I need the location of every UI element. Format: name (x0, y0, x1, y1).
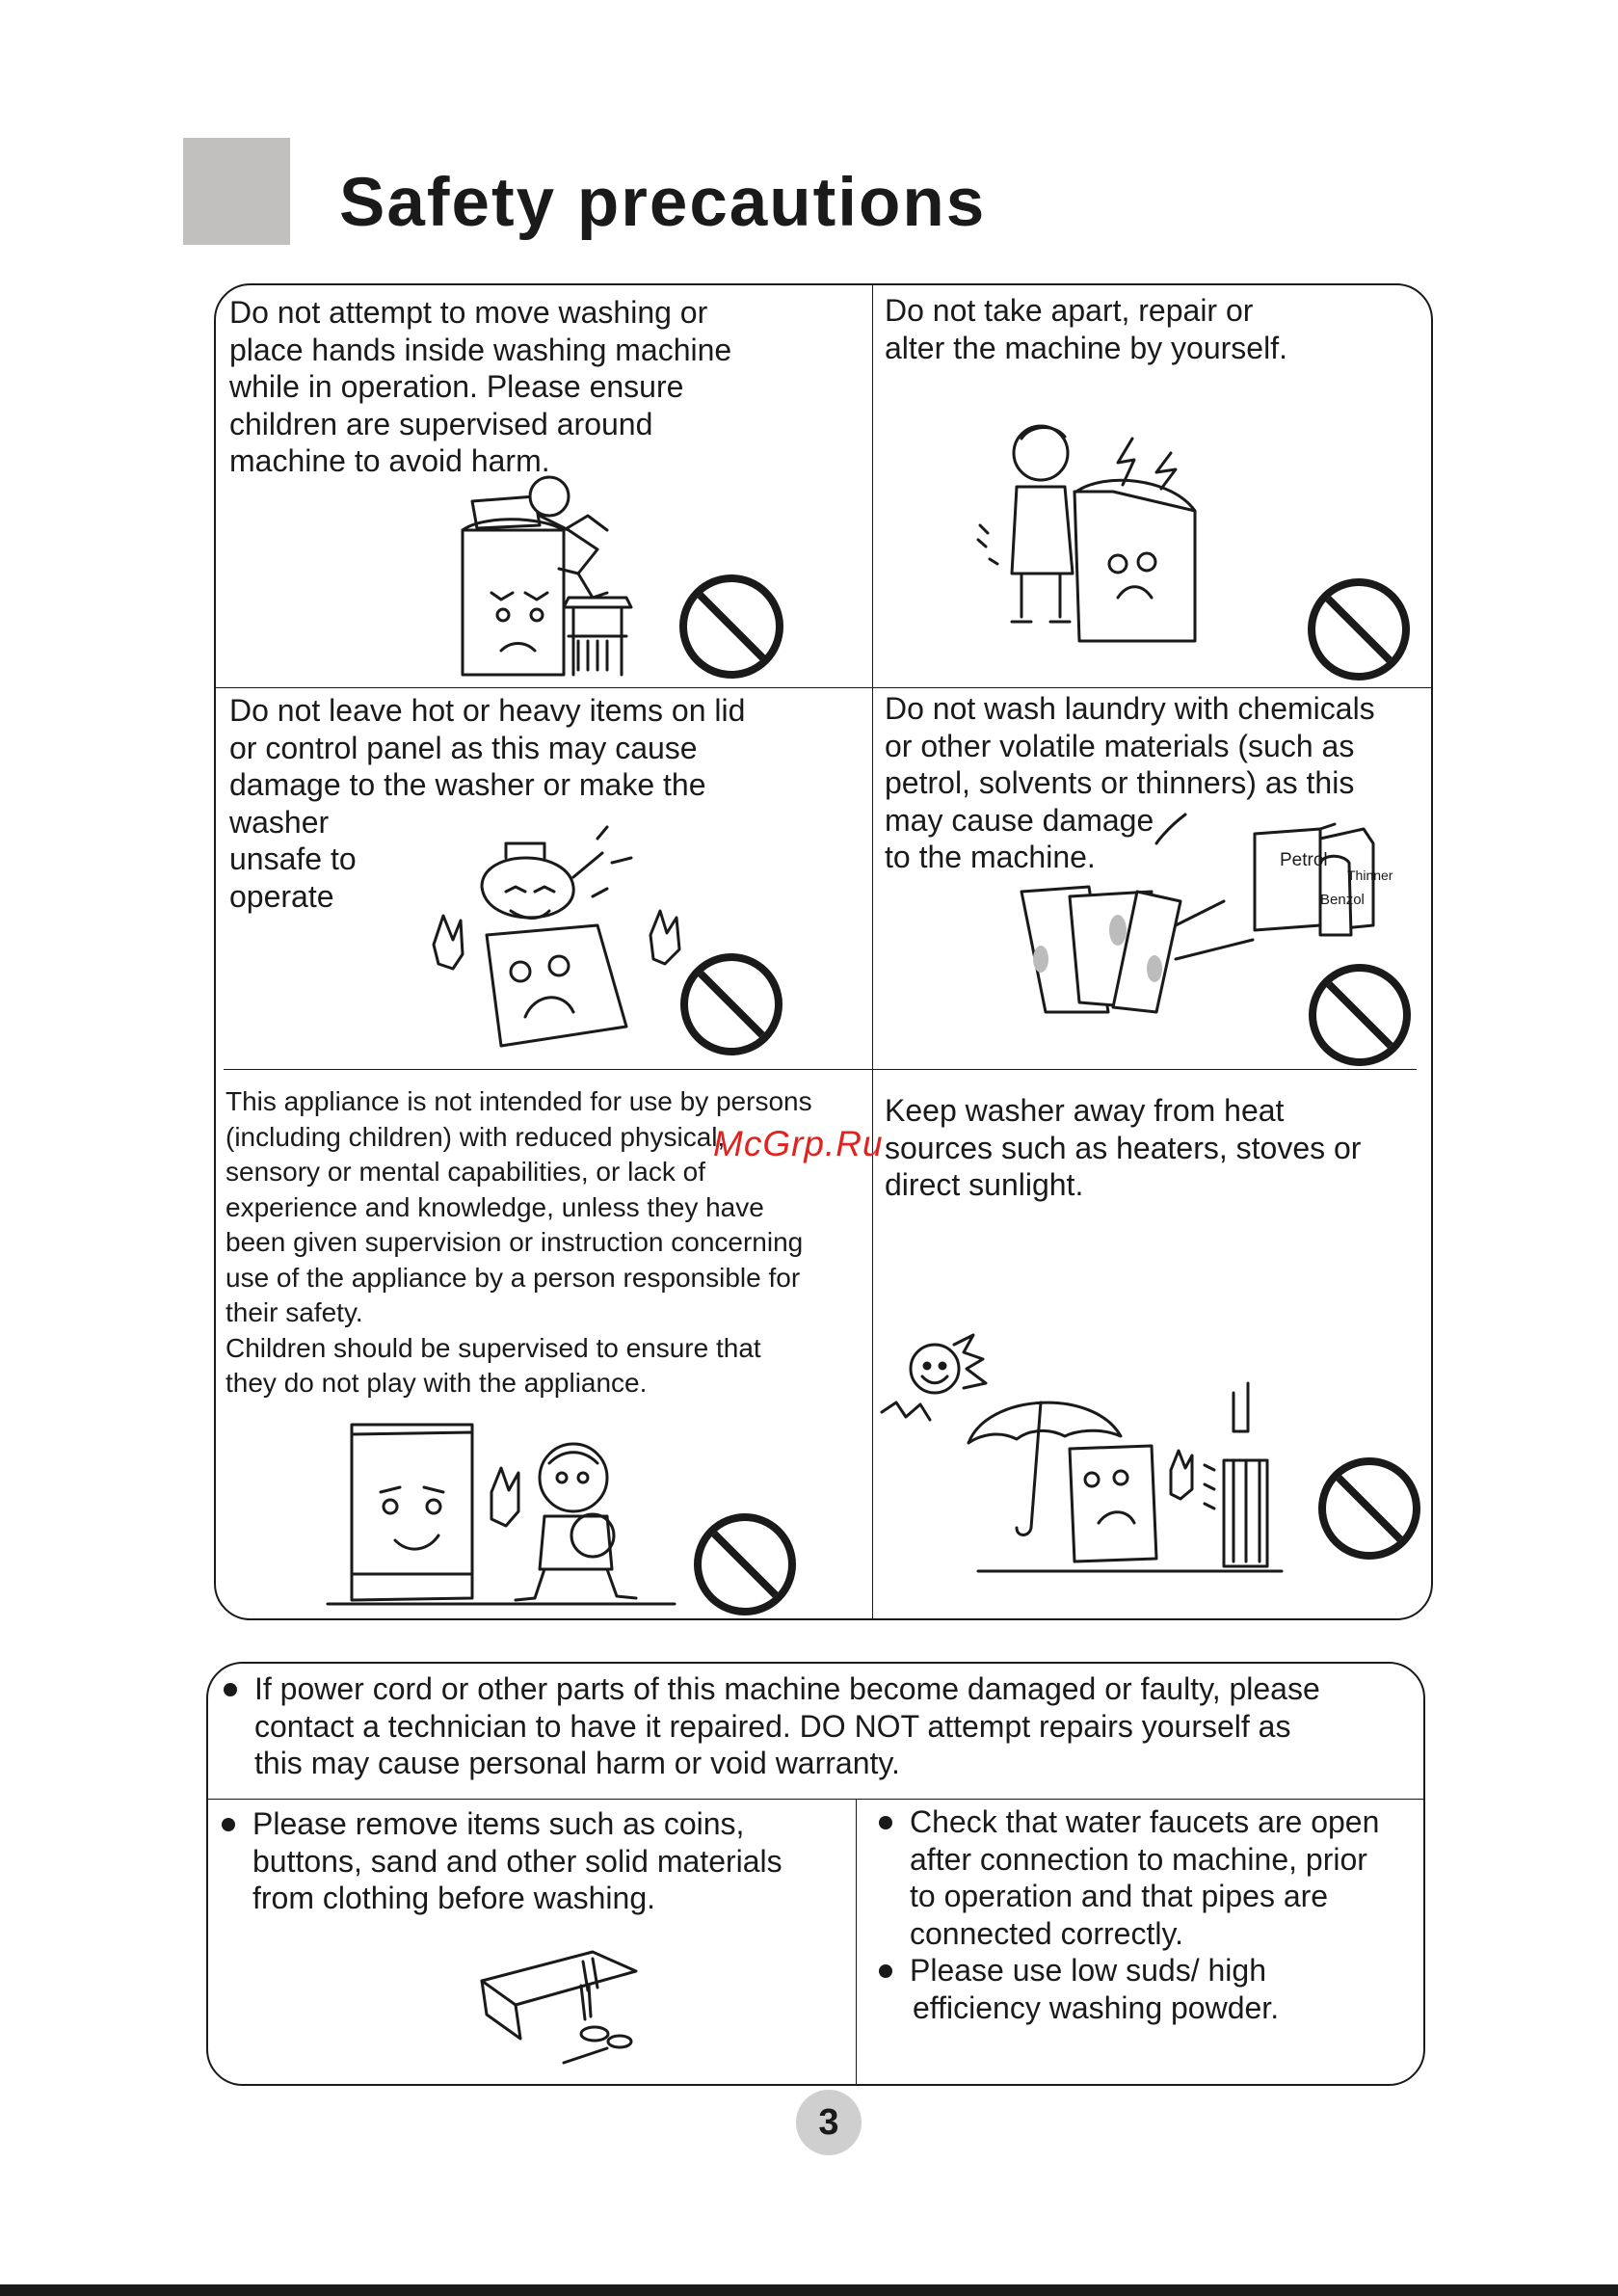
precaution-line: This appliance is not intended for use by persons (225, 1086, 812, 1116)
child-and-washer-illustration (328, 1425, 694, 1617)
prohibited-icon (1318, 1457, 1420, 1560)
precaution-line: experience and knowledge, unless they have (225, 1191, 764, 1222)
thinner-label: Thinner (1347, 868, 1393, 883)
man-repairing-washer-illustration (968, 419, 1209, 641)
kettle-on-washer-illustration (414, 819, 694, 1070)
note-line: If power cord or other parts of this machine become damaged or faulty, please (254, 1671, 1320, 1706)
note-line: this may cause personal harm or void warranty. (254, 1746, 900, 1780)
grid-divider-row2-right (872, 1069, 1417, 1070)
precaution-line: direct sunlight. (885, 1167, 1084, 1202)
precaution-line: machine to avoid harm. (229, 443, 550, 478)
precaution-line: Keep washer away from heat (885, 1093, 1285, 1128)
precaution-cell-disassemble (885, 292, 1287, 366)
precaution-line: sources such as heaters, stoves or (885, 1130, 1362, 1165)
child-on-washer-illustration (443, 472, 665, 680)
precaution-line: or control panel as this may cause (229, 730, 698, 765)
note-line: efficiency washing powder. (913, 1989, 1280, 2025)
prohibited-icon (680, 953, 782, 1055)
note-washing-powder (879, 1952, 1279, 2026)
precaution-line: sensory or mental capabilities, or lack of (225, 1157, 705, 1187)
prohibited-icon (1309, 964, 1411, 1066)
coins-in-pocket-illustration (477, 1947, 641, 2063)
washer-under-umbrella-illustration (882, 1335, 1296, 1576)
note-line: Please use low suds/ high (910, 1953, 1266, 1988)
note-remove-items (222, 1805, 782, 1917)
page-title: Safety precautions (339, 165, 987, 241)
benzol-label: Benzol (1320, 892, 1365, 908)
note-water-faucets (879, 1803, 1379, 1952)
precaution-line: damage to the washer or make the (229, 767, 706, 802)
precaution-line: petrol, solvents or thinners) as this (885, 765, 1355, 800)
precaution-line: to the machine. (885, 840, 1096, 874)
precaution-line: Do not leave hot or heavy items on lid (229, 693, 746, 728)
precaution-line: may cause damage (885, 802, 1154, 838)
bullet-icon (222, 1818, 235, 1831)
note-line: to operation and that pipes are (910, 1879, 1329, 1913)
bullet-icon (879, 1816, 892, 1829)
grid-divider-vertical (872, 283, 873, 1620)
precaution-line: while in operation. Please ensure (229, 369, 684, 404)
page-number: 3 (796, 2090, 862, 2155)
prohibited-icon (1308, 578, 1410, 681)
note-line: from clothing before washing. (252, 1881, 655, 1915)
precaution-line: alter the machine by yourself. (885, 330, 1287, 365)
precaution-line: children are supervised around (229, 406, 653, 441)
precaution-line: use of the appliance by a person responsible for (225, 1262, 801, 1293)
precaution-line: unsafe to (229, 841, 357, 876)
notes-divider-horizontal (206, 1799, 1425, 1800)
precaution-line: Do not wash laundry with chemicals (885, 691, 1375, 726)
note-line: buttons, sand and other solid materials (252, 1843, 782, 1879)
note-line: connected correctly. (910, 1915, 1183, 1951)
prohibited-icon (694, 1513, 796, 1615)
precaution-line: operate (229, 878, 334, 914)
precaution-line: washer (229, 804, 330, 840)
precaution-cell-move (229, 294, 731, 480)
precaution-line: place hands inside washing machine (229, 332, 732, 367)
precaution-line: their safety. (225, 1297, 363, 1327)
header-square (183, 138, 290, 245)
page-bottom-bar (0, 2284, 1618, 2296)
note-line: Please remove items such as coins, (252, 1806, 745, 1841)
note-power-cord (224, 1670, 1320, 1782)
petrol-label: Petrol (1280, 850, 1328, 870)
precaution-line: Do not attempt to move washing or (229, 295, 708, 330)
bullet-icon (879, 1964, 892, 1978)
precaution-line: or other volatile materials (such as (885, 728, 1355, 763)
precaution-line: (including children) with reduced physical, (225, 1121, 726, 1152)
watermark: McGrp.Ru (713, 1124, 884, 1163)
note-line: after connection to machine, prior (910, 1841, 1367, 1877)
precaution-line: Do not take apart, repair or (885, 293, 1254, 328)
precaution-line: they do not play with the appliance. (225, 1368, 648, 1398)
precaution-line: Children should be supervised to ensure that (225, 1332, 761, 1363)
precaution-line: been given supervision or instruction concerning (225, 1227, 804, 1257)
prohibited-icon (679, 574, 783, 679)
grid-divider-row1 (214, 687, 1433, 688)
bullet-icon (224, 1683, 237, 1696)
precaution-cell-heat-sources (885, 1092, 1361, 1204)
note-line: contact a technician to have it repaired. DO NOT attempt repairs yourself as (254, 1708, 1291, 1744)
note-line: Check that water faucets are open (910, 1804, 1380, 1839)
notes-divider-vertical (856, 1799, 857, 2086)
